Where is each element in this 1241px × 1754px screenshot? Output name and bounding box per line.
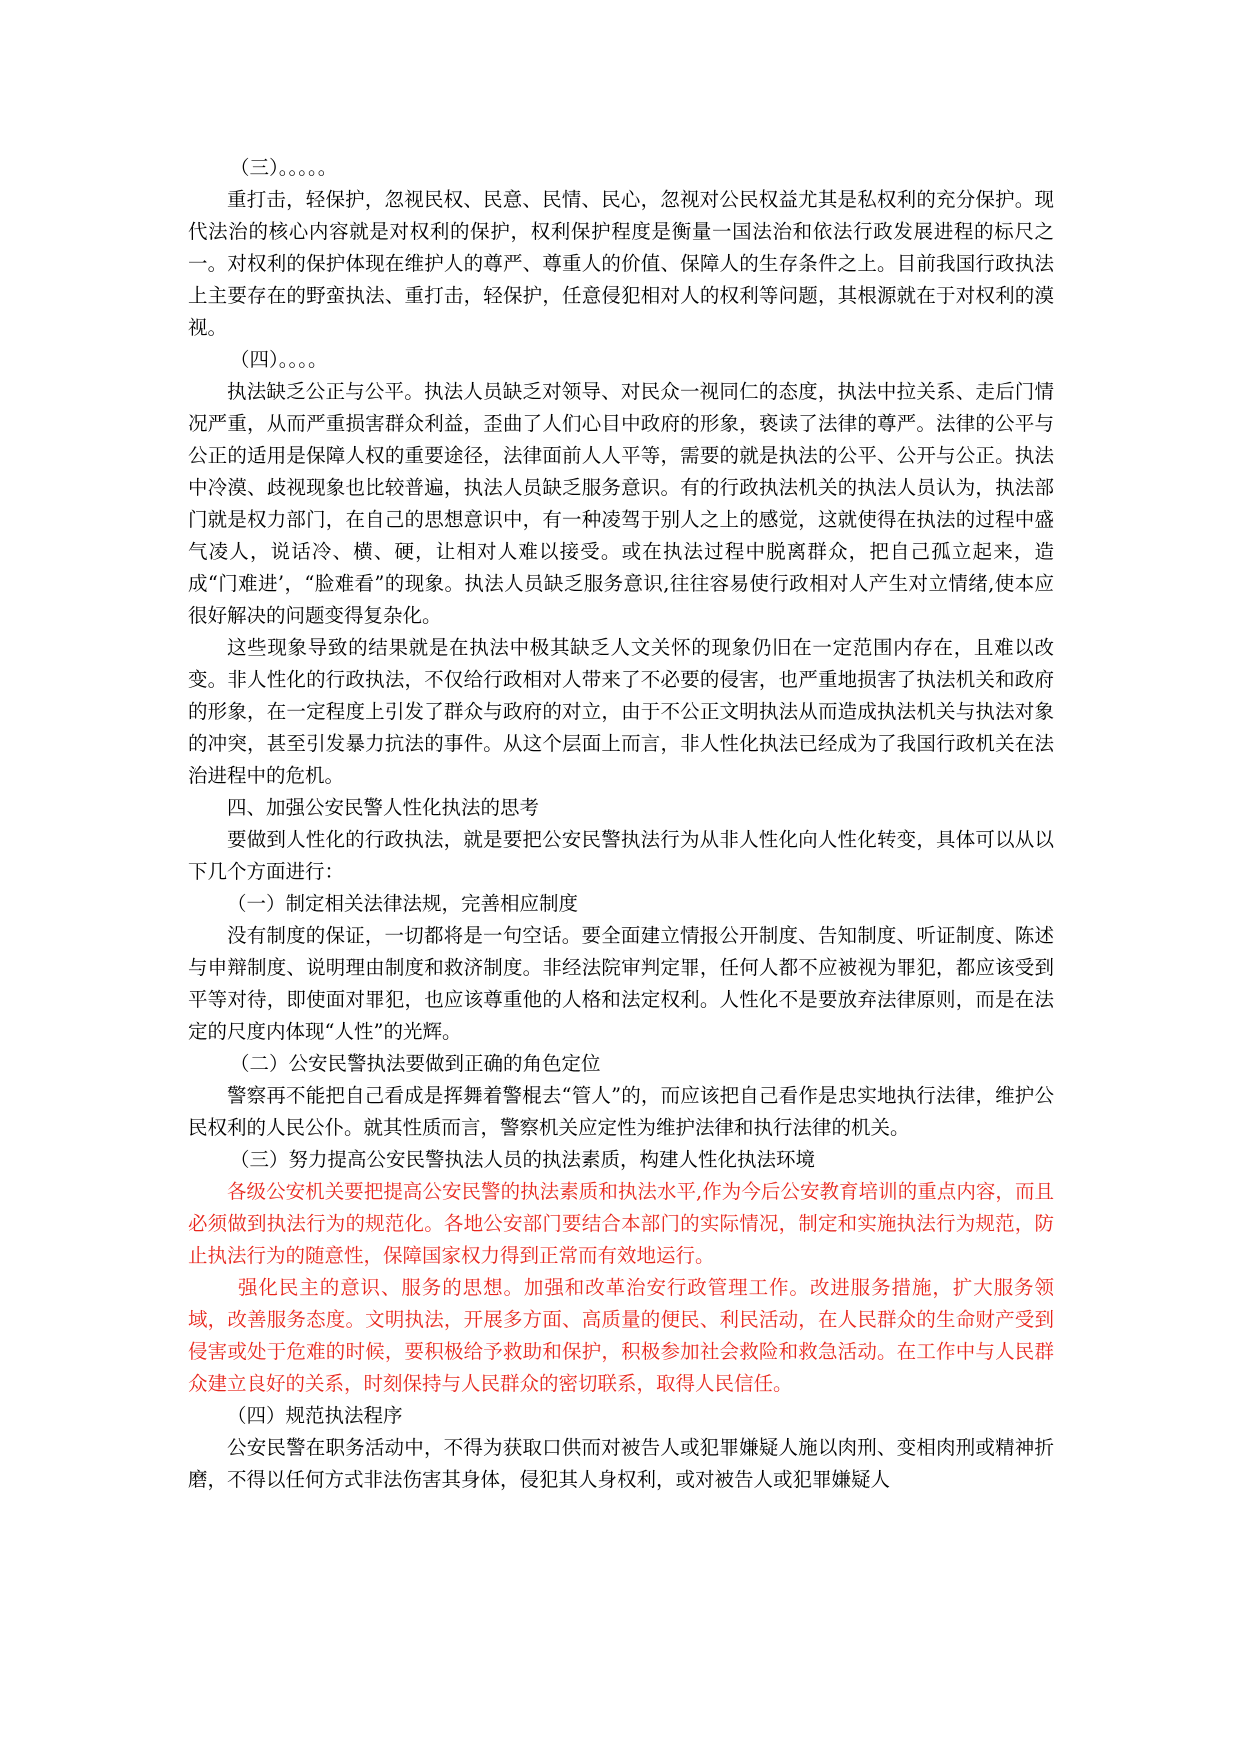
document-page <box>188 152 1054 1496</box>
subheading-4-dots: （四）。。。。 <box>230 348 328 371</box>
paragraph-institutions: 没有制度的保证，一切都将是一句空话。要全面建立情报公开制度、告知制度、听证制度、陈述与申辩制度、说明理由制度和救济制度。非经法院审判定罪，任何人都不应被视为罪犯，都应该受到平等对待，即使面对罪犯，也应该尊重他的人格和法定权利。人性化不是要放弃法律原则，而是在法定的尺度内体现“人性”的光辉。 <box>188 924 1054 1043</box>
paragraph-fairness: 执法缺乏公正与公平。执法人员缺乏对领导、对民众一视同仁的态度，执法中拉关系、走后门情况严重，从而严重损害群众利益，歪曲了人们心目中政府的形象，亵读了法律的尊严。法律的公平与公正的适用是保障人权的重要途径，法律面前人人平等，需要的就是执法的公平、公开与公正。执法中冷漠、歧视现象也比较普遍，执法人员缺乏服务意识。有的行政执法机关的执法人员认为，执法部门就是权力部门，在自己的思想意识中，有一种凌驾于别人之上的感觉，这就使得在执法的过程中盛气凌人，说话冷、横、硬，让相对人难以接受。或在执法过程中脱离群众，把自己孤立起来，造成“门难进’，“脸难看”的现象。执法人员缺乏服务意识,往往容易使行政相对人产生对立情绪,使本应很好解决的问题变得复杂化。 <box>188 380 1054 627</box>
paragraph-role: 警察再不能把自己看成是挥舞着警棍去“管人”的，而应该把自己看作是忠实地执行法律，维护公民权利的人民公仆。就其性质而言，警察机关应定性为维护法律和执行法律的机关。 <box>188 1084 1054 1139</box>
subheading-4: （四）规范执法程序 <box>227 1404 403 1427</box>
paragraph-service-red: 强化民主的意识、服务的思想。加强和改革治安行政管理工作。改进服务措施，扩大服务领域，改善服务态度。文明执法，开展多方面、高质量的便民、利民活动，在人民群众的生命财产受到侵害或处于危难的时候，要积极给予救助和保护，积极参加社会救险和救急活动。在工作中与人民群众建立良好的关系，时刻保持与人民群众的密切联系，取得人民信任。 <box>188 1276 1054 1395</box>
subheading-3-dots: （三）。。。。。 <box>230 156 338 179</box>
subheading-3: （三）努力提高公安民警执法人员的执法素质，构建人性化执法环境 <box>230 1148 816 1171</box>
paragraph-consequences: 这些现象导致的结果就是在执法中极其缺乏人文关怀的现象仍旧在一定范围内存在，且难以改变。非人性化的行政执法，不仅给行政相对人带来了不必要的侵害，也严重地损害了执法机关和政府的形象，在一定程度上引发了群众与政府的对立，由于不公正文明执法从而造成执法机关与执法对象的冲突，甚至引发暴力抗法的事件。从这个层面上而言，非人性化执法已经成为了我国行政机关在法治进程中的危机。 <box>188 636 1054 787</box>
paragraph-training-red: 各级公安机关要把提高公安民警的执法素质和执法水平,作为今后公安教育培训的重点内容，而且必须做到执法行为的规范化。各地公安部门要结合本部门的实际情况，制定和实施执法行为规范，防止执法行为的随意性，保障国家权力得到正常而有效地运行。 <box>188 1180 1054 1267</box>
subheading-1: （一）制定相关法律法规，完善相应制度 <box>227 892 579 915</box>
paragraph-section-intro: 要做到人性化的行政执法，就是要把公安民警执法行为从非人性化向人性化转变，具体可以从以下几个方面进行： <box>188 828 1054 883</box>
paragraph-rights-protection: 重打击，轻保护，忽视民权、民意、民情、民心，忽视对公民权益尤其是私权利的充分保护。现代法治的核心内容就是对权利的保护，权利保护程度是衡量一国法治和依法行政发展进程的标尺之一。对权利的保护体现在维护人的尊严、尊重人的价值、保障人的生存条件之上。目前我国行政执法上主要存在的野蛮执法、重打击，轻保护，任意侵犯相对人的权利等问题，其根源就在于对权利的漠视。 <box>188 188 1054 339</box>
paragraph-procedure: 公安民警在职务活动中，不得为获取口供而对被告人或犯罪嫌疑人施以肉刑、变相肉刑或精神折磨，不得以任何方式非法伤害其身体，侵犯其人身权利，或对被告人或犯罪嫌疑人 <box>188 1436 1054 1491</box>
subheading-2: （二）公安民警执法要做到正确的角色定位 <box>230 1052 601 1075</box>
section-heading-4: 四、加强公安民警人性化执法的思考 <box>227 796 540 819</box>
